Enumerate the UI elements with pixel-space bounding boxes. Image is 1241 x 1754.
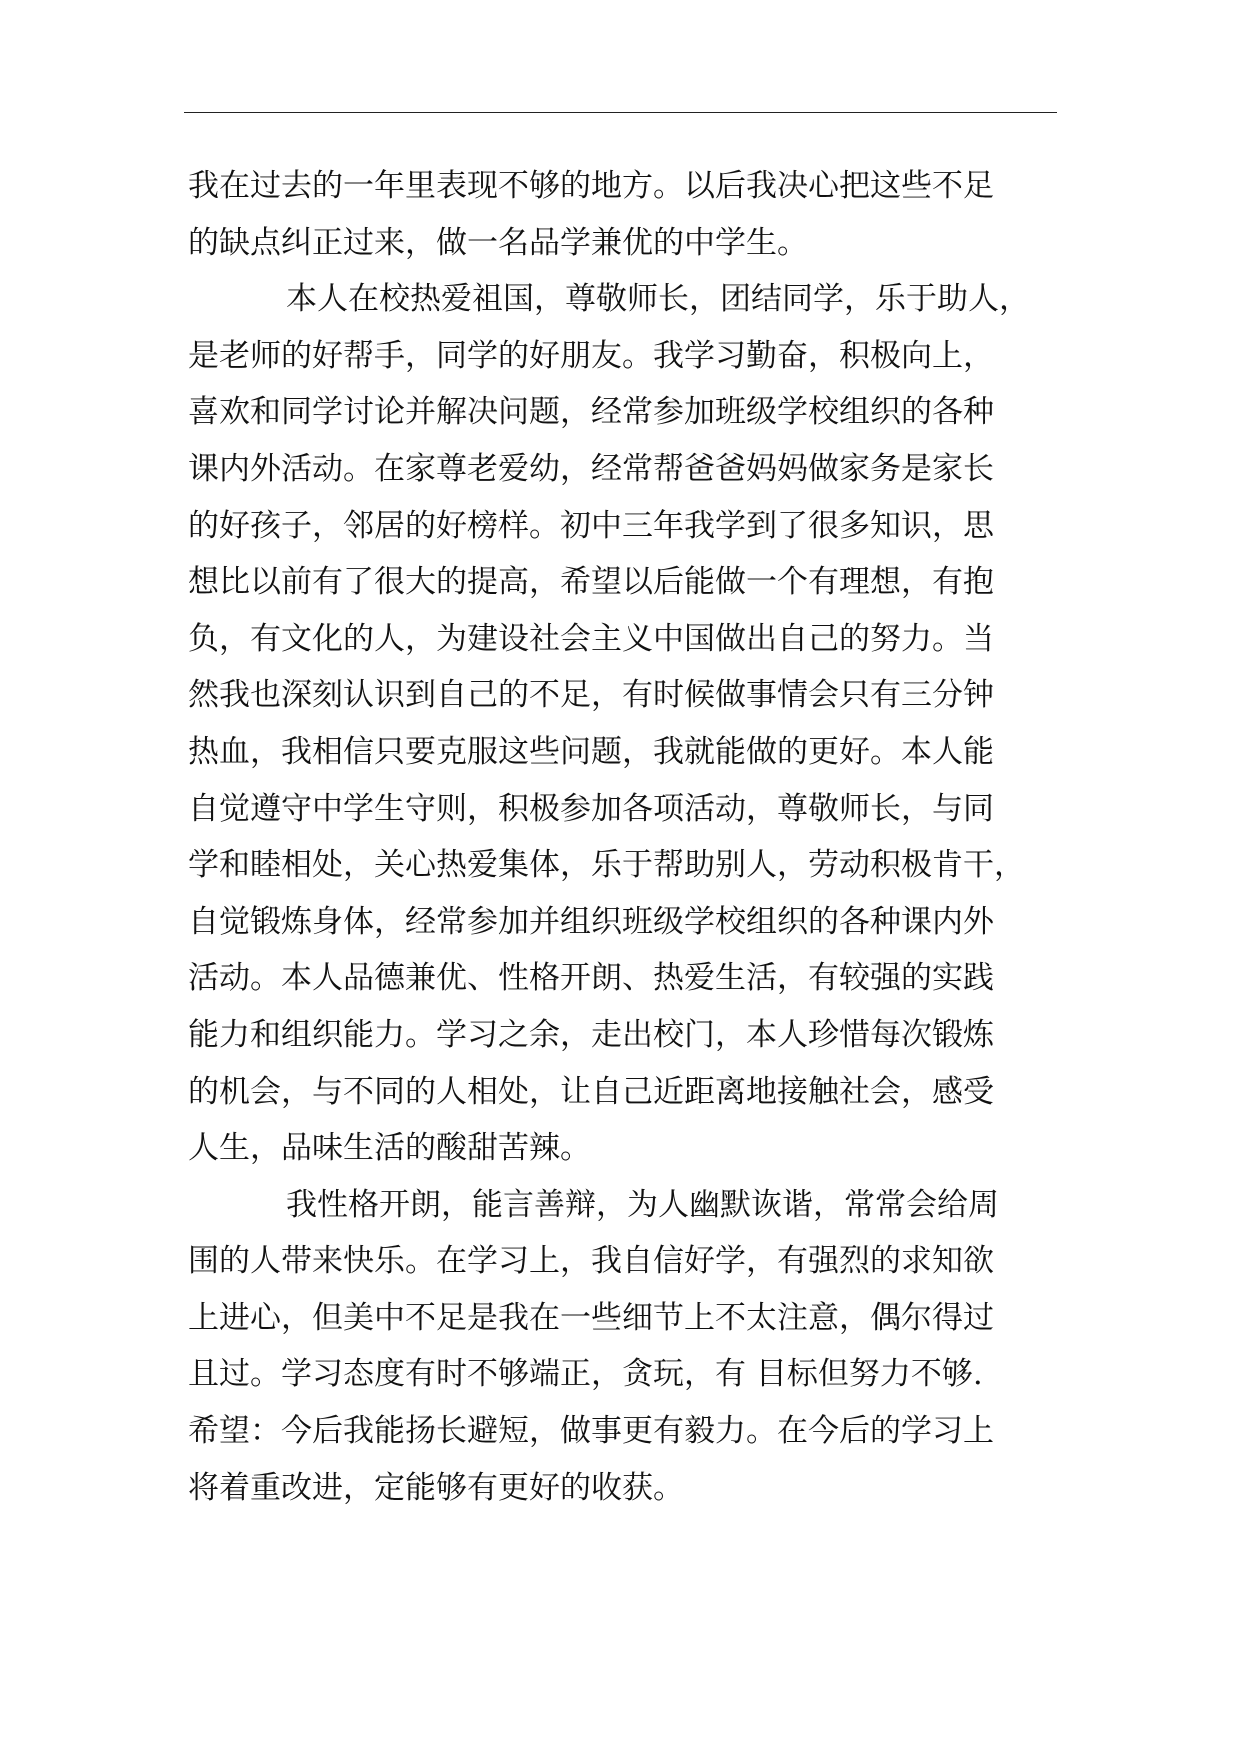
header-rule (184, 112, 1057, 113)
text-line: 希望：今后我能扬长避短，做事更有毅力。在今后的学习上 (188, 1413, 994, 1450)
text-line: 然我也深刻认识到自己的不足，有时候做事情会只有三分钟 (188, 677, 994, 714)
text-line: 我在过去的一年里表现不够的地方。以后我决心把这些不足 (188, 168, 994, 204)
paragraph-1 (188, 158, 1056, 271)
text-line: 自觉锻炼身体，经常参加并组织班级学校组织的各种课内外 (188, 903, 994, 940)
text-line: 是老师的好帮手，同学的好朋友。我学习勤奋，积极向上， (188, 337, 994, 374)
document-body (188, 158, 1056, 1516)
text-line: 围的人带来快乐。在学习上，我自信好学，有强烈的求知欲 (188, 1243, 994, 1280)
text-line: 上进心，但美中不足是我在一些细节上不太注意，偶尔得过 (188, 1299, 994, 1336)
paragraph-3 (188, 1177, 1056, 1517)
text-line: 课内外活动。在家尊老爱幼，经常帮爸爸妈妈做家务是家长 (188, 450, 994, 487)
text-line: 学和睦相处，关心热爱集体，乐于帮助别人，劳动积极肯干， (188, 847, 1025, 884)
text-line: 的好孩子，邻居的好榜样。初中三年我学到了很多知识，思 (188, 507, 994, 544)
text-line: 活动。本人品德兼优、性格开朗、热爱生活，有较强的实践 (188, 960, 994, 997)
text-line-indented: 我性格开朗，能言善辩，为人幽默诙谐，常常会给周 (286, 1186, 999, 1223)
text-line: 的机会，与不同的人相处，让自己近距离地接触社会，感受 (188, 1073, 994, 1110)
text-line: 将着重改进，定能够有更好的收获。 (188, 1469, 684, 1506)
text-line-indented: 本人在校热爱祖国，尊敬师长，团结同学，乐于助人， (286, 281, 1030, 318)
text-line: 人生，品味生活的酸甜苦辣。 (188, 1130, 591, 1167)
text-line: 喜欢和同学讨论并解决问题，经常参加班级学校组织的各种 (188, 394, 994, 431)
text-line: 想比以前有了很大的提高，希望以后能做一个有理想，有抱 (188, 564, 994, 601)
paragraph-2 (188, 271, 1056, 1177)
text-line: 能力和组织能力。学习之余，走出校门，本人珍惜每次锻炼 (188, 1016, 994, 1053)
text-line: 负，有文化的人，为建设社会主义中国做出自己的努力。当 (188, 620, 994, 657)
text-line: 的缺点纠正过来，做一名品学兼优的中学生。 (188, 224, 808, 261)
text-line: 热血，我相信只要克服这些问题，我就能做的更好。本人能 (188, 733, 994, 770)
text-line: 自觉遵守中学生守则，积极参加各项活动，尊敬师长，与同 (188, 790, 994, 827)
text-line: 且过。学习态度有时不够端正，贪玩，有 目标但努力不够. (188, 1356, 983, 1393)
